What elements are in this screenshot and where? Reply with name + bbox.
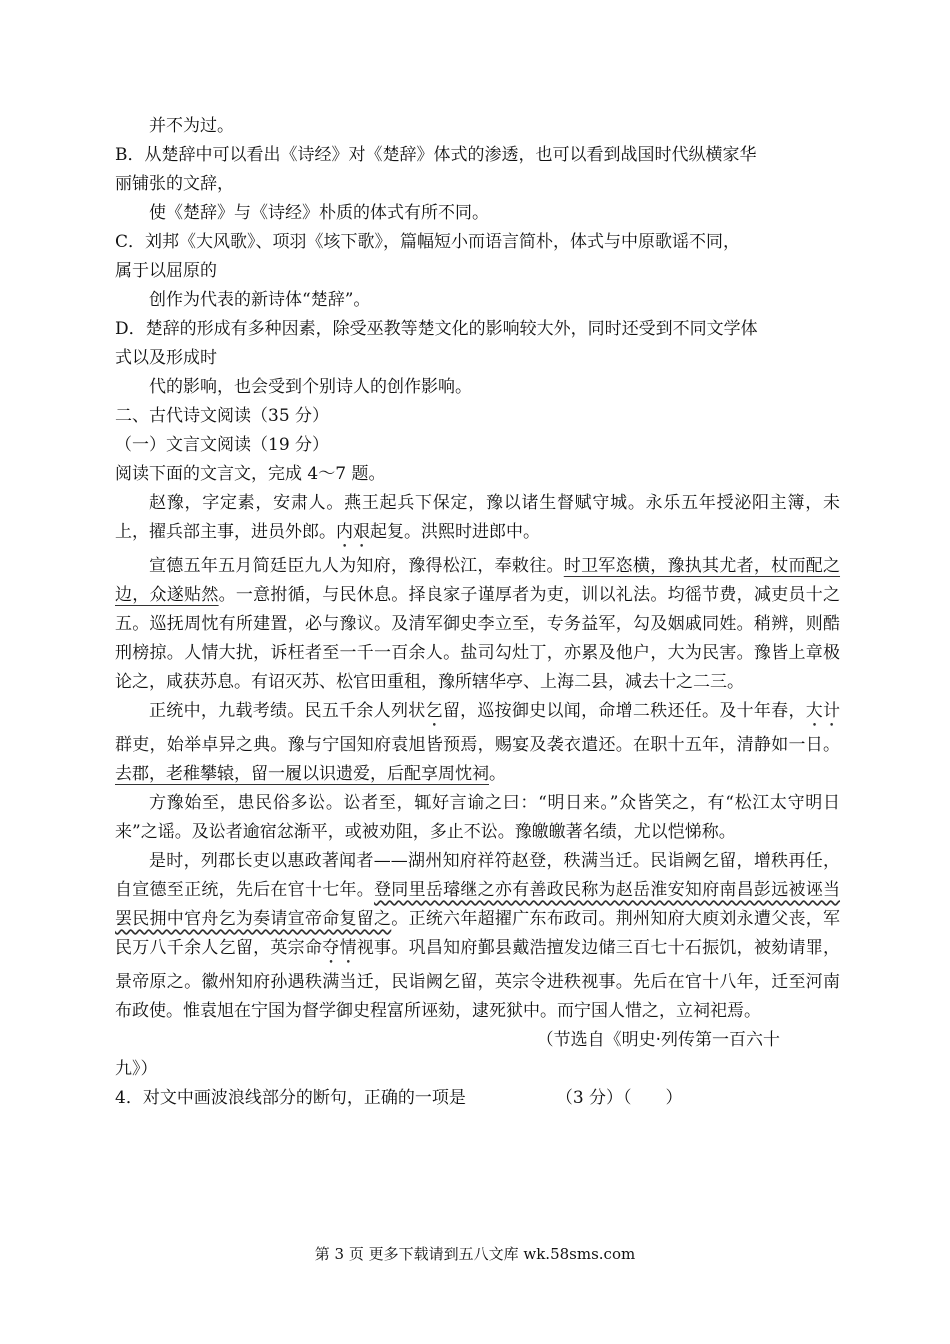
- page-content: [115, 112, 840, 1113]
- text-run: 赵豫，字定素，安肃人。燕王起兵下保定，豫以诸生督赋守城。永乐五年授泌阳主簿，未上，擢兵部主事，进员外郎。: [115, 493, 840, 542]
- text-line: 属于以屈原的: [115, 261, 217, 281]
- source-citation-cont: 九》）: [115, 1059, 158, 1079]
- text-line: 丽铺张的文辞，: [115, 174, 234, 194]
- text-run: 视事。巩昌知府鄞县戴浩擅发边储三百七十石振饥，被劾请罪，景帝原之。徽州知府孙遇秩满当迁，民诣阙乞留，英宗令进秩视事。先后在官十八年，迁至河南布政使。惟袁旭在宁国为督学御史程富所诬劾，逮死狱中。而宁国人惜之，立祠祀焉。: [115, 938, 841, 1021]
- text-run: 。: [489, 764, 506, 784]
- text-run: 。正统六年超擢广东布政司。荆州知府大庾刘永遭父丧，军民万八千余人乞留，英宗命: [115, 909, 841, 958]
- instruction: 阅读下面的文言文，完成 4～7 题。: [115, 464, 386, 484]
- page-footer: 第 3 页 更多下载请到五八文库 wk.58sms.com: [314, 1245, 636, 1263]
- text-run: 。一意拊循，与民休息。择良家子谨厚者为吏，训以礼法。均徭节费，减吏员十之五。巡抚周忱有所建置，必与豫议。及清军御史李立至，专务益军，勾及姻戚同姓。稍辨，则酷刑榜掠。人情大扰，诉枉者至一千一百余人。盐司勾灶丁，亦累及他户，大为民害。豫皆上章极论之，咸获苏息。有诏灭苏、松官田重租，豫所辖华亭、上海二县，减去十之二三。: [115, 585, 841, 692]
- option-b: B．从楚辞中可以看出《诗经》对《楚辞》体式的渗透，也可以看到战国时代纵横家华: [115, 145, 757, 165]
- dotted-term: 内艰: [336, 522, 370, 542]
- passage-paragraph-3: [115, 697, 840, 789]
- question-score: （3 分）（ ）: [555, 1088, 683, 1108]
- text-run: 正统中，九载考绩。民五千余人列状: [149, 701, 426, 721]
- passage-paragraph-4: 方豫始至，患民俗多讼。讼者至，辄好言谕之曰：“明日来。”众皆笑之，有“松江太守明日来”之谣。及讼者逾宿忿渐平，或被劝阻，多止不讼。豫皦皦著名绩，尤以恺悌称。: [115, 793, 840, 842]
- section-heading: 二、古代诗文阅读（35 分）: [115, 406, 330, 426]
- text-line: 式以及形成时: [115, 348, 217, 368]
- text-line: 并不为过。: [149, 116, 234, 136]
- text-run: 起复。洪熙时进郎中。: [370, 522, 540, 542]
- underlined-sentence: 去郡，老稚攀辕，留一履以识遗爱，后配享周忱祠: [115, 764, 489, 784]
- dotted-term: 乞: [425, 701, 443, 721]
- text-line: 创作为代表的新诗体“楚辞”。: [149, 290, 371, 310]
- text-run: 宣德五年五月简廷臣九人为知府，豫得松江，奉敕往。: [149, 556, 564, 576]
- question-4: [115, 1084, 840, 1113]
- passage-paragraph-2: [115, 552, 840, 697]
- text-line: 使《楚辞》与《诗经》朴质的体式有所不同。: [149, 203, 489, 223]
- option-c: C．刘邦《大风歌》、项羽《垓下歌》，篇幅短小而语言简朴，体式与中原歌谣不同，: [115, 232, 741, 252]
- wavy-underlined-passage: 登同里岳璿继之亦有善政民称为赵岳淮安知府南昌彭远被诬当罢民拥中官舟乞为奏请宣帝命复留之: [115, 880, 841, 929]
- passage-paragraph-1: [115, 489, 840, 552]
- underlined-sentence: 时卫军恣横，豫执其尤者，杖而配之边，众遂贴然: [115, 556, 841, 605]
- subsection-heading: （一）文言文阅读（19 分）: [115, 435, 330, 455]
- dotted-term: 大计: [805, 701, 841, 721]
- text-line: 代的影响，也会受到个别诗人的创作影响。: [149, 377, 472, 397]
- dotted-term: 夺情: [322, 938, 357, 958]
- option-d: D．楚辞的形成有多种因素，除受巫教等楚文化的影响较大外，同时还受到不同文学体: [115, 319, 758, 339]
- passage-paragraph-5: [115, 847, 840, 1026]
- text-run: 群吏，始举卓异之典。豫与宁国知府袁旭皆预焉，赐宴及袭衣遣还。在职十五年，清静如一日。: [115, 735, 840, 755]
- source-citation: （节选自《明史·列传第一百六十: [536, 1030, 780, 1050]
- text-run: 留，巡按御史以闻，命增二秩还任。及十年春，: [442, 701, 806, 721]
- text-run: 是时，列郡长吏以惠政著闻者——湖州知府祥符赵登，秩满当迁。民诣阙乞留，增秩再任，自宣德至正统，先后在官十七年。: [115, 851, 840, 900]
- question-text: 4．对文中画波浪线部分的断句，正确的一项是: [115, 1088, 466, 1108]
